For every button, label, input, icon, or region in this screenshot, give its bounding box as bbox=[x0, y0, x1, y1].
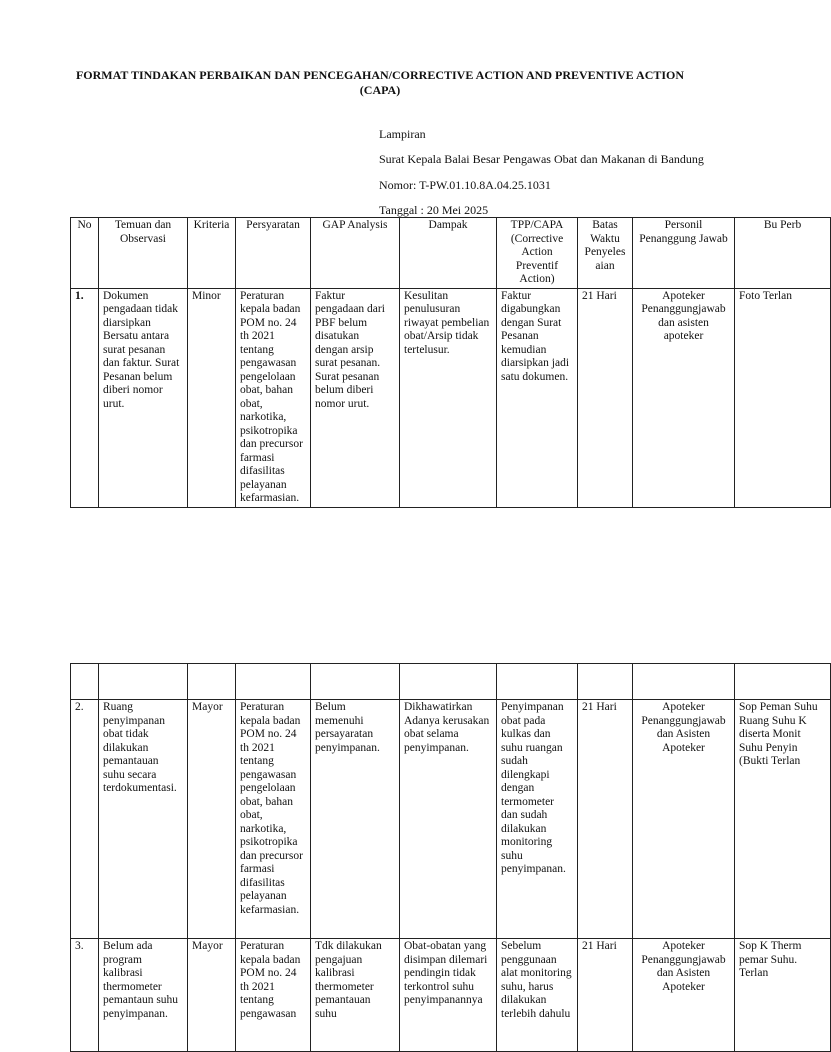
lampiran-surat: Surat Kepala Balai Besar Pengawas Obat dan Makanan di Bandung bbox=[379, 152, 704, 167]
table-row bbox=[71, 700, 831, 939]
row-bukti: Foto Terlan bbox=[735, 288, 831, 507]
header-no: No bbox=[71, 218, 99, 289]
row-temuan: Ruang penyimpanan obat tidak dilakukan pemantauan suhu secara terdokumentasi. bbox=[99, 700, 188, 939]
row-no: 1. bbox=[71, 288, 99, 507]
row-persyaratan: Peraturan kepala badan POM no. 24 th 2021 tentang pengawasan pengelolaan obat, bahan obat, narkotika, psikotropika dan precursor farmasi difasilitas pelayanan kefarmasian. bbox=[236, 288, 311, 507]
header-temuan: Temuan dan Observasi bbox=[99, 218, 188, 289]
table-header-row bbox=[71, 218, 831, 289]
document-title: FORMAT TINDAKAN PERBAIKAN DAN PENCEGAHAN/CORRECTIVE ACTION AND PREVENTIVE ACTION (CAPA) bbox=[75, 68, 685, 97]
row-temuan: Belum ada program kalibrasi thermometer pemantaun suhu penyimpanan. bbox=[99, 939, 188, 1052]
row-kriteria: Mayor bbox=[188, 700, 236, 939]
row-temuan: Dokumen pengadaan tidak diarsipkan Bersatu antara surat pesanan dan faktur. Surat Pesanan belum diberi nomor urut. bbox=[99, 288, 188, 507]
row-no: 3. bbox=[71, 939, 99, 1052]
row-dampak: Obat-obatan yang disimpan dilemari pendingin tidak terkontrol suhu penyimpanannya bbox=[400, 939, 497, 1052]
row-bukti: Sop Peman Suhu Ruang Suhu K diserta Monit Suhu Penyin (Bukti Terlan bbox=[735, 700, 831, 939]
row-capa: Faktur digabungkan dengan Surat Pesanan kemudian diarsipkan jadi satu dokumen. bbox=[497, 288, 578, 507]
row-dampak: Kesulitan penulusuran riwayat pembelian obat/Arsip tidak tertelusur. bbox=[400, 288, 497, 507]
header-capa: TPP/CAPA (Corrective Action Preventif Action) bbox=[497, 218, 578, 289]
row-batas-waktu: 21 Hari bbox=[578, 288, 633, 507]
table-row bbox=[71, 288, 831, 507]
row-kriteria: Mayor bbox=[188, 939, 236, 1052]
lampiran-label: Lampiran bbox=[379, 127, 426, 141]
row-capa: Penyimpanan obat pada kulkas dan suhu ruangan sudah dilengkapi dengan termometer dan sudah dilakukan monitoring suhu penyimpanan. bbox=[497, 700, 578, 939]
header-personil: Personil Penanggung Jawab bbox=[633, 218, 735, 289]
header-dampak: Dampak bbox=[400, 218, 497, 289]
capa-table-page-2 bbox=[70, 663, 831, 1052]
row-personil: Apoteker Penanggungjawab dan Asisten Apoteker bbox=[633, 939, 735, 1052]
row-personil: Apoteker Penanggungjawab dan Asisten Apoteker bbox=[633, 700, 735, 939]
row-kriteria: Minor bbox=[188, 288, 236, 507]
row-dampak: Dikhawatirkan Adanya kerusakan obat selama penyimpanan. bbox=[400, 700, 497, 939]
row-personil: Apoteker Penanggungjawab dan asisten apoteker bbox=[633, 288, 735, 507]
row-bukti: Sop K Therm pemar Suhu. Terlan bbox=[735, 939, 831, 1052]
table-row bbox=[71, 939, 831, 1052]
header-gap-analysis: GAP Analysis bbox=[311, 218, 400, 289]
header-persyaratan: Persyaratan bbox=[236, 218, 311, 289]
row-gap-analysis: Belum memenuhi persayaratan penyimpanan. bbox=[311, 700, 400, 939]
row-persyaratan: Peraturan kepala badan POM no. 24 th 2021 tentang pengawasan pengelolaan obat, bahan obat, narkotika, psikotropika dan precursor farmasi difasilitas pelayanan kefarmasian. bbox=[236, 700, 311, 939]
row-capa: Sebelum penggunaan alat monitoring suhu, harus dilakukan terlebih dahulu bbox=[497, 939, 578, 1052]
row-no: 2. bbox=[71, 700, 99, 939]
row-batas-waktu: 21 Hari bbox=[578, 700, 633, 939]
table-empty-header-row bbox=[71, 664, 831, 700]
header-kriteria: Kriteria bbox=[188, 218, 236, 289]
lampiran-tanggal: Tanggal : 20 Mei 2025 bbox=[379, 202, 489, 217]
row-batas-waktu: 21 Hari bbox=[578, 939, 633, 1052]
row-gap-analysis: Faktur pengadaan dari PBF belum disatukan dengan arsip surat pesanan. Surat pesanan belum diberi nomor urut. bbox=[311, 288, 400, 507]
row-persyaratan: Peraturan kepala badan POM no. 24 th 2021 tentang pengawasan bbox=[236, 939, 311, 1052]
lampiran-block bbox=[379, 127, 704, 228]
capa-table-page-1 bbox=[70, 217, 831, 508]
row-gap-analysis: Tdk dilakukan pengajuan kalibrasi thermometer pemantauan suhu bbox=[311, 939, 400, 1052]
header-batas-waktu: Batas Waktu Penyeles aian bbox=[578, 218, 633, 289]
lampiran-nomor: Nomor: T-PW.01.10.8A.04.25.1031 bbox=[379, 177, 551, 192]
header-bukti: Bu Perb bbox=[735, 218, 831, 289]
